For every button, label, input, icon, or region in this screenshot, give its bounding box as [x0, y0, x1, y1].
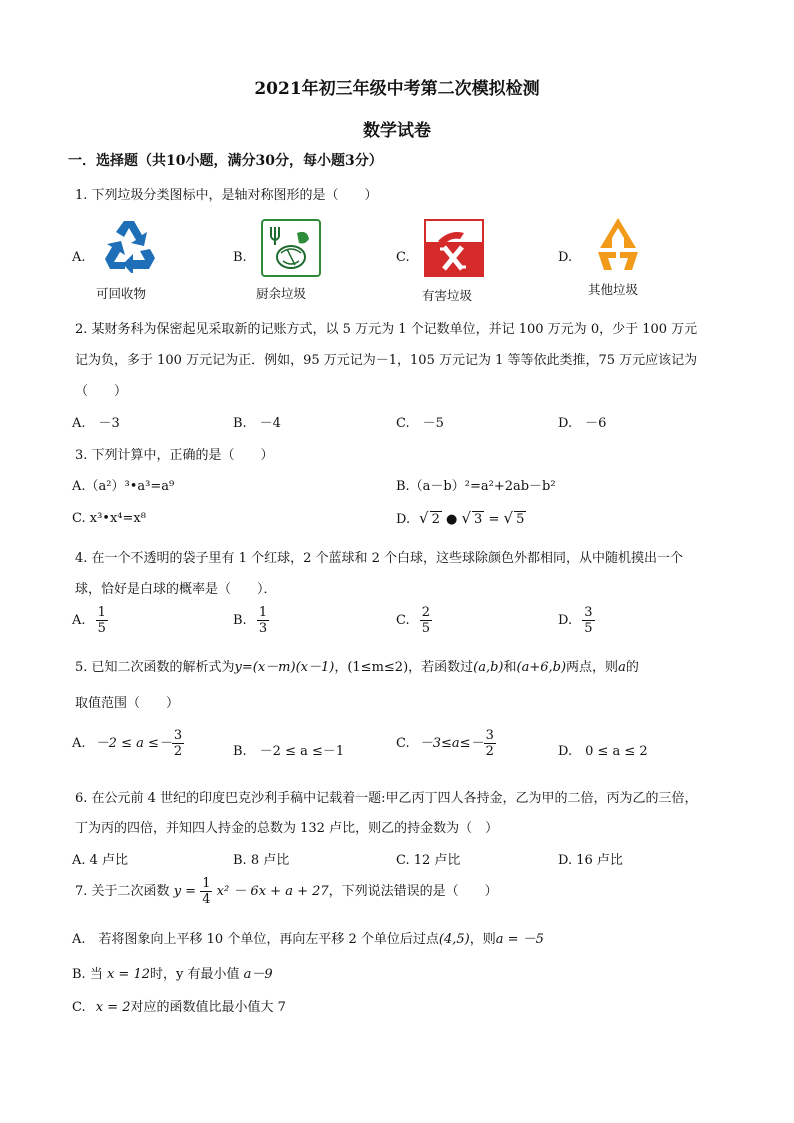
q1-option-d-letter: D. [558, 250, 573, 265]
q7-option-c-letter: C. [72, 1000, 86, 1015]
q5-a-denominator: 2 [173, 744, 183, 759]
question-5-line-1 [75, 656, 639, 675]
question-6-line-2: 丁为丙的四倍，并知四人持金的总数为 132 卢比，则乙的持金数为（ ） [75, 821, 499, 836]
question-5-line-2: 取值范围（ ） [75, 696, 180, 711]
q6-option-b: B. 8 卢比 [233, 853, 290, 868]
q7-text-a: 7. 关于二次函数 [75, 884, 170, 899]
q4-option-a [72, 605, 108, 636]
q7-expression: x² － 6x + a + 27 [216, 884, 329, 899]
q4-d-denominator: 5 [584, 621, 593, 636]
q6-option-d: D. 16 卢比 [558, 853, 623, 868]
question-2-line-1: 2. 某财务科为保密起见采取新的记账方式，以 5 万元为 1 个记数单位，并记 100 万元为 0，少于 100 万元 [75, 322, 698, 337]
q5-variable: a [618, 660, 626, 675]
q5-option-a [72, 728, 184, 759]
q1-option-b-label: 厨余垃圾 [256, 286, 307, 301]
q7-option-a-tail: ，则 [469, 932, 496, 947]
q4-option-b [233, 605, 269, 636]
hazardous-waste-icon [424, 219, 484, 281]
q5-option-c-text: －3≤a≤－ [419, 736, 484, 751]
q2-option-b: B. －4 [233, 416, 281, 431]
q4-option-c-letter: C. [396, 613, 410, 628]
question-3-stem: 3. 下列计算中，正确的是（ ） [75, 448, 274, 463]
q2-option-d: D. －6 [558, 416, 607, 431]
q4-c-numerator: 2 [421, 605, 431, 620]
kitchen-waste-icon [261, 219, 321, 281]
q1-option-b-letter: B. [233, 250, 247, 265]
q5-a-numerator: 3 [173, 728, 183, 743]
q3-option-c: C. x³•x⁴=x⁸ [72, 511, 146, 526]
q4-d-numerator: 3 [584, 605, 593, 620]
q3-option-d-letter: D. [396, 512, 411, 527]
q4-option-a-letter: A. [72, 613, 86, 628]
q6-option-a: A. 4 卢比 [72, 853, 129, 868]
q5-option-d: D. 0 ≤ a ≤ 2 [558, 744, 648, 759]
q5-expression: y=(x－m)(x－1) [234, 660, 335, 675]
question-4-line-2: 球，恰好是白球的概率是（ ）． [75, 582, 277, 597]
q5-text-c: 和 [503, 660, 517, 675]
q4-a-numerator: 1 [97, 605, 106, 620]
q2-option-a: A. －3 [72, 416, 120, 431]
q7-denominator: 4 [202, 892, 211, 907]
question-1-stem: 1. 下列垃圾分类图标中，是轴对称图形的是（ ） [75, 188, 378, 203]
q4-option-d-letter: D. [558, 613, 573, 628]
q4-b-numerator: 1 [258, 605, 268, 620]
page-title: 2021年初三年级中考第二次模拟检测 [254, 79, 540, 99]
q1-option-a-letter: A. [72, 250, 86, 265]
q4-c-denominator: 5 [421, 621, 431, 636]
q5-c-numerator: 3 [485, 728, 494, 743]
q5-option-a-letter: A. [72, 736, 86, 751]
q3-option-d: D. √ 2 ● √ 3 = √ 5 [396, 509, 525, 527]
q7-option-a [72, 928, 544, 947]
q5-option-c [396, 728, 496, 759]
q3-option-b: B.（a－b）²=a²+2ab－b² [396, 479, 556, 494]
q7-option-b-mid: 时，y 有最小值 [150, 967, 240, 982]
q3-sqrt-3: 3 [474, 512, 483, 527]
q5-text-a: 5. 已知二次函数的解析式为 [75, 660, 235, 675]
q5-text-d: 两点，则 [566, 660, 619, 675]
question-2-line-2: 记为负，多于 100 万元记为正．例如，95 万元记为－1，105 万元记为 1 等等依此类推，75 万元应该记为 [75, 353, 698, 368]
q4-option-b-letter: B. [233, 613, 247, 628]
other-waste-icon [590, 216, 646, 276]
q4-option-c [396, 605, 432, 636]
q5-point-2: (a+6,b) [516, 660, 567, 675]
q5-c-denominator: 2 [485, 744, 494, 759]
page-subtitle: 数学试卷 [363, 121, 431, 141]
q7-text-b: ，下列说法错误的是（ ） [328, 884, 498, 899]
q1-option-c-label: 有害垃圾 [422, 288, 473, 303]
q3-sqrt-5: 5 [516, 512, 525, 527]
question-6-line-1: 6. 在公元前 4 世纪的印度巴克沙利手稿中记载着一题:甲乙丙丁四人各持金，乙为甲的二倍，丙为乙的三倍， [75, 791, 698, 806]
q7-y: y = [173, 884, 197, 899]
q7-option-c [72, 996, 286, 1015]
q7-option-b-text: B. 当 [72, 967, 103, 982]
q7-option-a-point: (4,5) [438, 932, 470, 947]
q2-option-c: C. －5 [396, 416, 444, 431]
question-7-stem [75, 876, 498, 907]
q7-option-b-equation: x = 12 [106, 967, 150, 982]
q5-point-1: (a,b) [473, 660, 504, 675]
q7-option-b-value: a－9 [243, 967, 273, 982]
q3-option-a: A.（a²）³•a³=a⁹ [72, 479, 175, 494]
q6-option-c: C. 12 卢比 [396, 853, 461, 868]
section-heading: 一．选择题（共10小题，满分30分，每小题3分） [68, 153, 383, 169]
q5-option-a-text: －2 ≤ a ≤－ [95, 736, 172, 751]
q5-text-e: 的 [625, 660, 639, 675]
recycle-icon [100, 217, 158, 277]
q1-option-c-letter: C. [396, 250, 410, 265]
q1-option-a-label: 可回收物 [96, 286, 147, 301]
q7-numerator: 1 [202, 876, 211, 891]
q7-option-a-text: A. 若将图象向上平移 10 个单位，再向左平移 2 个单位后过点 [72, 932, 439, 947]
q7-option-b [72, 963, 273, 982]
q4-b-denominator: 3 [258, 621, 268, 636]
q7-option-c-tail: 对应的函数值比最小值大 7 [130, 1000, 286, 1015]
q5-option-b: B. －2 ≤ a ≤－1 [233, 744, 345, 759]
q3-sqrt-2: 2 [431, 512, 440, 527]
question-2-line-3: （ ） [75, 384, 128, 399]
q5-text-b: ，(1≤m≤2)，若函数过 [334, 660, 474, 675]
question-4-line-1: 4. 在一个不透明的袋子里有 1 个红球，2 个蓝球和 2 个白球，这些球除颜色外都相同，从中随机摸出一个 [75, 551, 684, 566]
q1-option-d-label: 其他垃圾 [588, 282, 639, 297]
q4-a-denominator: 5 [97, 621, 106, 636]
q7-option-c-equation: x = 2 [95, 1000, 131, 1015]
q5-option-c-letter: C. [396, 736, 410, 751]
q4-option-d [558, 605, 595, 636]
q7-option-a-equation: a = －5 [495, 932, 544, 947]
